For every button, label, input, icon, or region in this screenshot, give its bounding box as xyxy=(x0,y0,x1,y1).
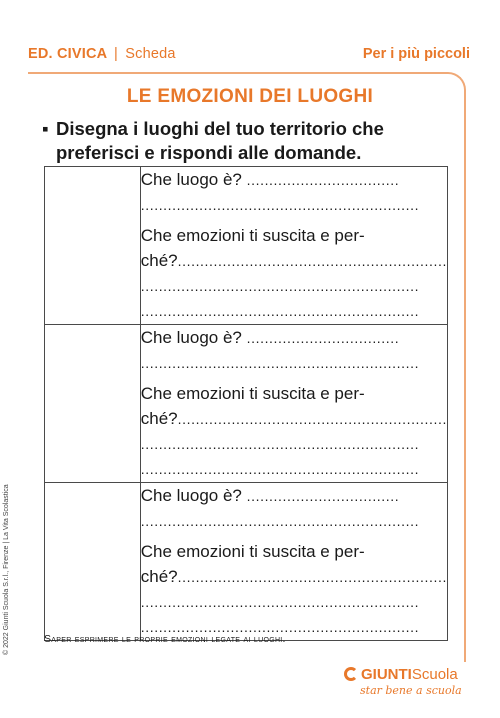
giunti-g-icon xyxy=(344,667,358,681)
answer-line: .............................................................. xyxy=(140,619,420,635)
instruction xyxy=(42,117,462,165)
giunti-logo xyxy=(344,666,464,697)
question-emotion-cont: ché? xyxy=(140,567,178,586)
logo-tagline: star bene a scuola xyxy=(360,684,462,697)
question-emotion: Che emozioni ti suscita e per- xyxy=(140,226,365,245)
worksheet-table xyxy=(44,166,448,641)
answer-line: ............................................................ xyxy=(177,253,447,269)
answer-area[interactable] xyxy=(140,167,447,325)
table-row xyxy=(45,167,448,325)
drawing-area[interactable] xyxy=(45,325,141,483)
subject-label: ED. CIVICA xyxy=(28,46,107,62)
instruction-line-1: Disegna i luoghi del tuo territorio che xyxy=(56,118,384,139)
table-row xyxy=(45,483,448,641)
copyright-notice: © 2022 Giunti Scuola S.r.l., Firenze | La Vita Scolastica xyxy=(3,484,10,655)
answer-line: .............................................................. xyxy=(140,303,420,319)
answer-line: .............................................................. xyxy=(140,197,420,213)
answer-line: .................................. xyxy=(246,172,400,188)
answer-line: .............................................................. xyxy=(140,594,420,610)
drawing-area[interactable] xyxy=(45,167,141,325)
learning-goal: Saper esprimere le proprie emozioni legate ai luoghi. xyxy=(44,633,286,645)
answer-line: .............................................................. xyxy=(140,461,420,477)
answer-line: .................................. xyxy=(246,488,400,504)
answer-area[interactable] xyxy=(140,325,447,483)
answer-line: ............................................................ xyxy=(177,569,447,585)
audience-label: Per i più piccoli xyxy=(362,46,470,62)
header-subject xyxy=(28,46,176,62)
instruction-line-2: preferisci e rispondi alle domande. xyxy=(56,142,362,163)
table-row xyxy=(45,325,448,483)
question-emotion-cont: ché? xyxy=(140,251,178,270)
question-place: Che luogo è? xyxy=(140,486,247,505)
answer-line: .............................................................. xyxy=(140,436,420,452)
question-emotion: Che emozioni ti suscita e per- xyxy=(140,542,365,561)
question-place: Che luogo è? xyxy=(140,170,247,189)
answer-line: .............................................................. xyxy=(140,355,420,371)
question-emotion-cont: ché? xyxy=(140,409,178,428)
bullet-icon: ▪ xyxy=(42,118,49,139)
answer-line: .................................. xyxy=(246,330,400,346)
answer-line: .............................................................. xyxy=(140,278,420,294)
drawing-area[interactable] xyxy=(45,483,141,641)
page-title: LE EMOZIONI DEI LUOGHI xyxy=(126,86,374,107)
question-place: Che luogo è? xyxy=(140,328,247,347)
answer-area[interactable] xyxy=(140,483,447,641)
answer-line: .............................................................. xyxy=(140,513,420,529)
sheet-type-label: Scheda xyxy=(125,46,176,62)
question-emotion: Che emozioni ti suscita e per- xyxy=(140,384,365,403)
header-separator: | xyxy=(114,46,119,62)
logo-brand: GIUNTI xyxy=(361,666,412,683)
answer-line: ............................................................ xyxy=(177,411,447,427)
logo-brand-2: Scuola xyxy=(411,666,458,683)
